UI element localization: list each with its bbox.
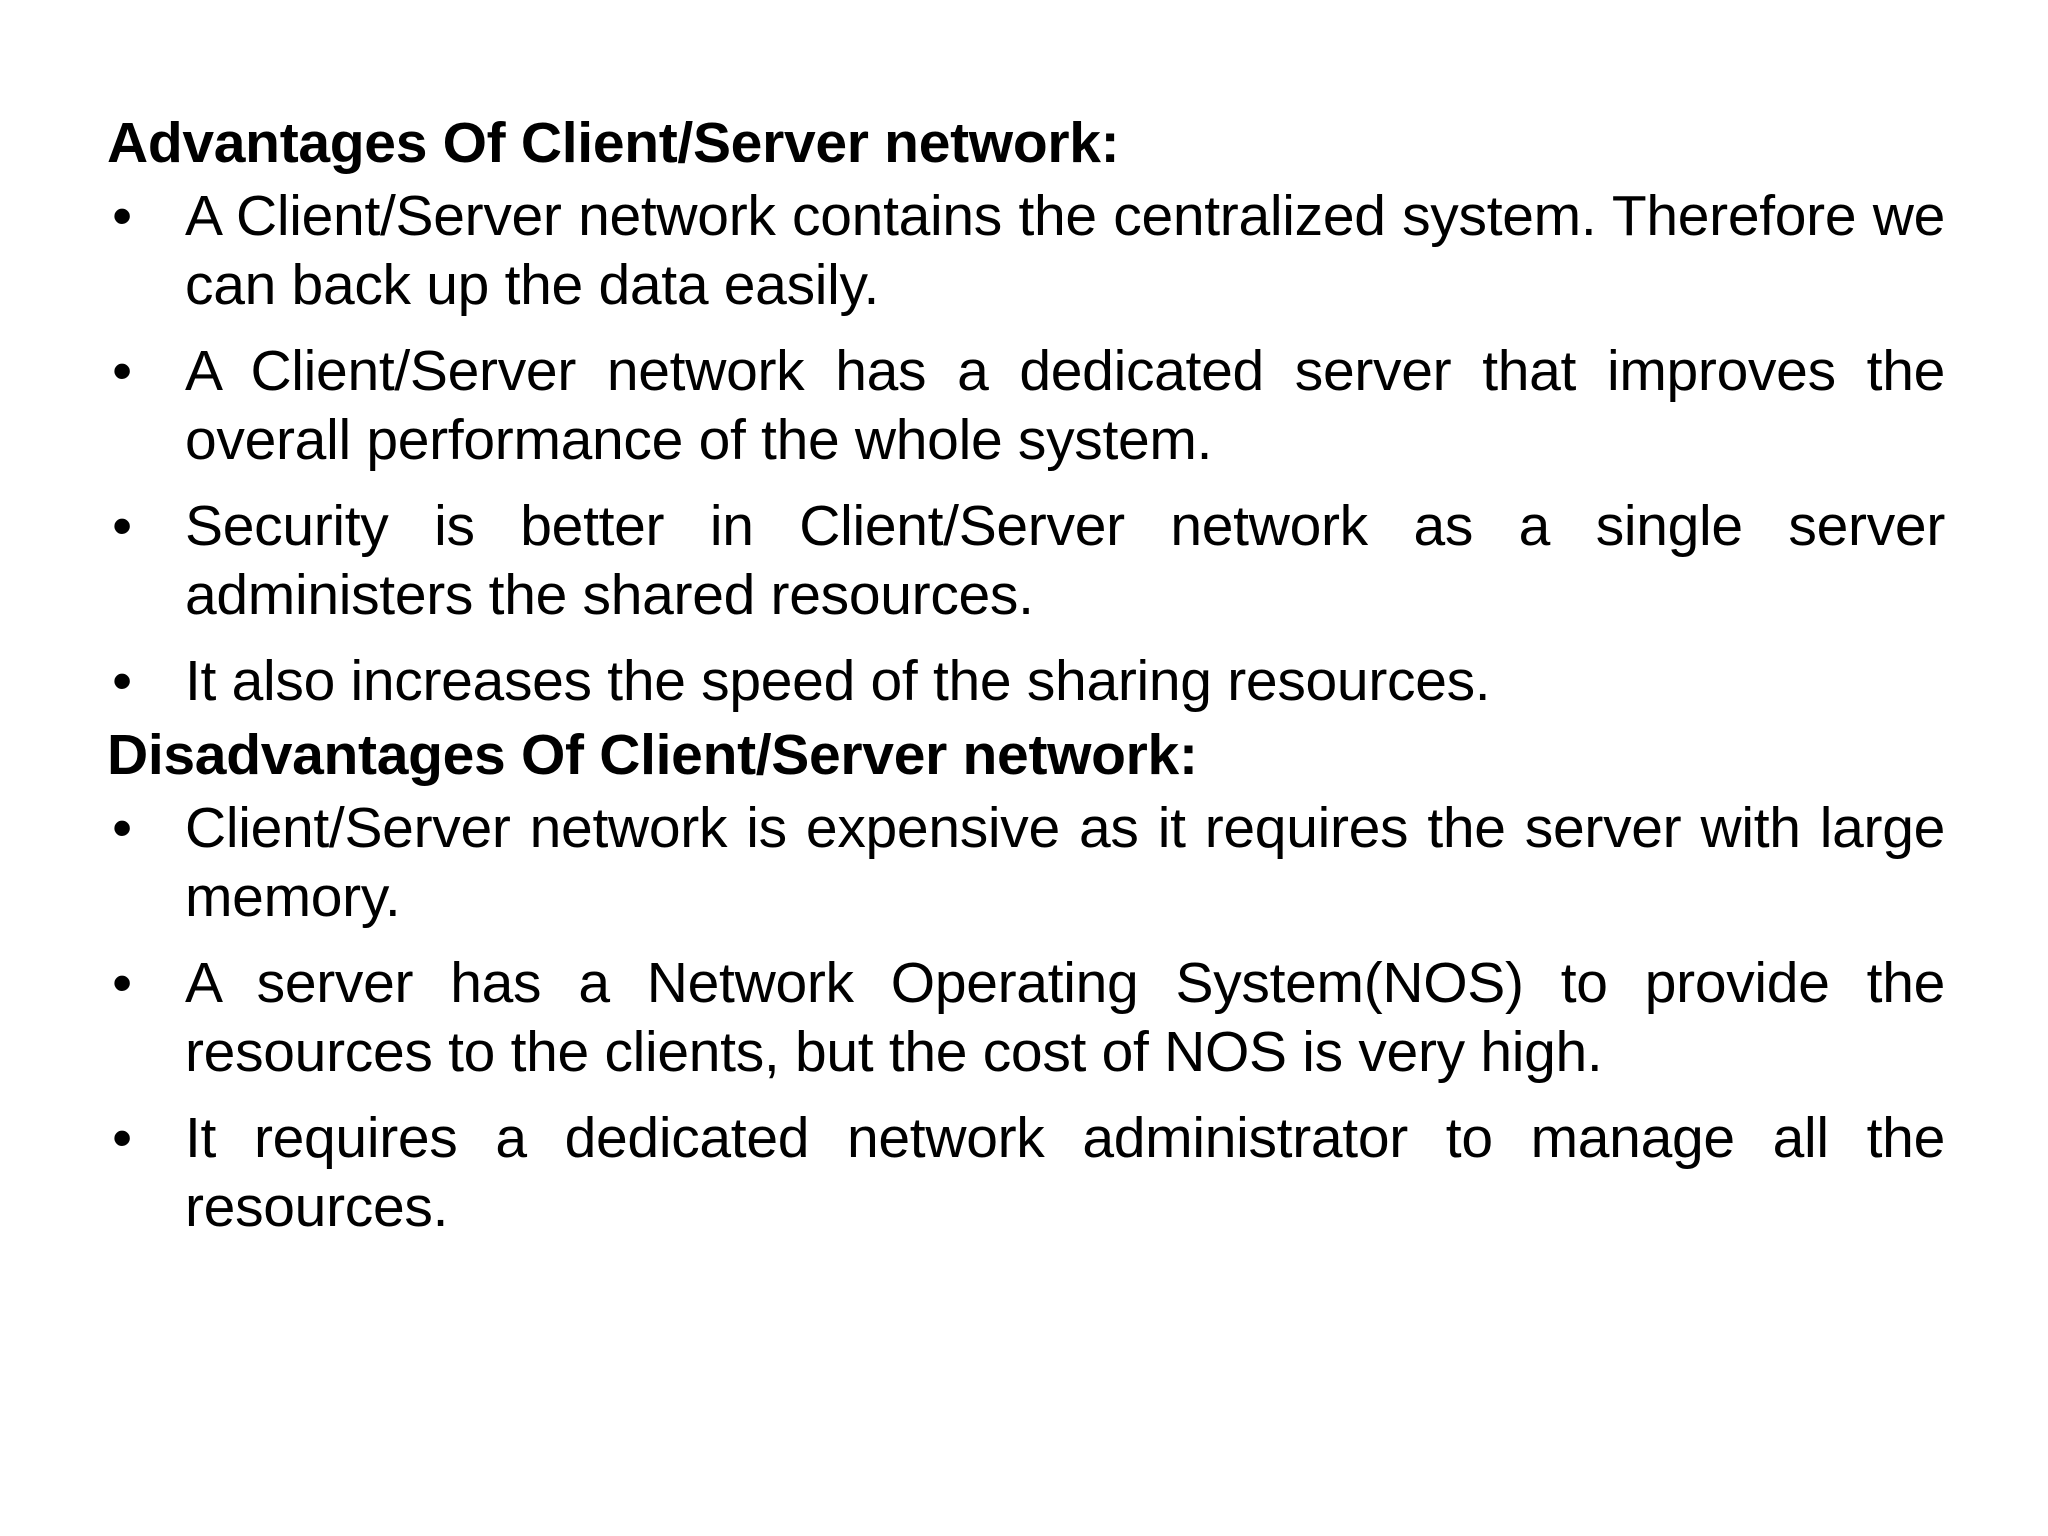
list-item-text: Security is better in Client/Server network as a single server administers the shared resources. xyxy=(185,494,1945,627)
list-item xyxy=(107,647,1945,716)
list-item-text: A server has a Network Operating System(NOS) to provide the resources to the clients, but the cost of NOS is very high. xyxy=(185,951,1945,1084)
list-item xyxy=(107,794,1945,932)
list-item-text: A Client/Server network contains the centralized system. Therefore we can back up the data easily. xyxy=(185,184,1945,317)
list-item xyxy=(107,949,1945,1087)
advantages-section xyxy=(107,104,1945,716)
slide-content xyxy=(107,104,1945,1242)
disadvantages-section xyxy=(107,716,1945,1242)
bullet-icon: • xyxy=(112,1106,132,1170)
advantages-heading: Advantages Of Client/Server network: xyxy=(107,111,1120,175)
list-item xyxy=(107,492,1945,630)
list-item-text: Client/Server network is expensive as it requires the server with large memory. xyxy=(185,796,1945,929)
bullet-icon: • xyxy=(112,494,132,558)
list-item-text: A Client/Server network has a dedicated server that improves the overall performance of the whole system. xyxy=(185,339,1945,472)
list-item-text: It requires a dedicated network administrator to manage all the resources. xyxy=(185,1106,1945,1239)
list-item-text: It also increases the speed of the sharing resources. xyxy=(185,649,1491,713)
disadvantages-list xyxy=(107,794,1945,1242)
bullet-icon: • xyxy=(112,339,132,403)
bullet-icon: • xyxy=(112,796,132,860)
bullet-icon: • xyxy=(112,184,132,248)
disadvantages-heading: Disadvantages Of Client/Server network: xyxy=(107,723,1198,787)
list-item xyxy=(107,1104,1945,1242)
advantages-list xyxy=(107,182,1945,716)
bullet-icon: • xyxy=(112,951,132,1015)
bullet-icon: • xyxy=(112,649,132,713)
list-item xyxy=(107,337,1945,475)
list-item xyxy=(107,182,1945,320)
